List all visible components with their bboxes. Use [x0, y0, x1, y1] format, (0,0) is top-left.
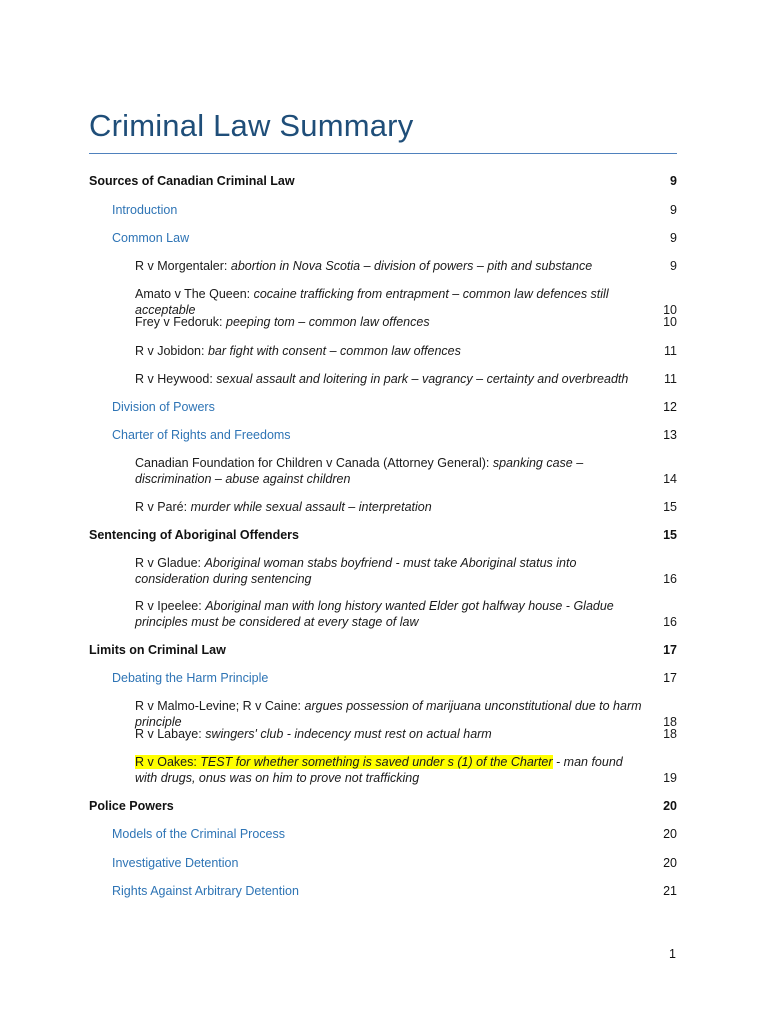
- case-name: R v Jobidon:: [135, 344, 208, 358]
- case-name: Amato v The Queen:: [135, 287, 254, 301]
- toc-entry-text: Introduction: [112, 203, 178, 217]
- toc-subsection-harm-principle[interactable]: [112, 670, 677, 686]
- toc-page-number: 15: [663, 528, 677, 542]
- case-description: bar fight with consent – common law offences: [207, 344, 461, 358]
- toc-entry-text: Investigative Detention: [112, 856, 239, 870]
- toc-page-number: 10: [663, 303, 677, 317]
- case-description: argues possession of marijuana unconstitutional due to harm principle: [135, 699, 642, 729]
- toc-case-pare[interactable]: [135, 499, 677, 515]
- toc-subsection-models[interactable]: [112, 826, 677, 842]
- toc-page-number: 9: [670, 231, 677, 245]
- case-name: R v Gladue:: [135, 556, 205, 570]
- toc-section-sources[interactable]: [89, 173, 677, 189]
- toc-entry-text: Sources of Canadian Criminal Law: [89, 174, 295, 188]
- toc-page-number: 18: [663, 715, 677, 729]
- case-description: Aboriginal woman stabs boyfriend - must take Aboriginal status into consideration during sentencing: [135, 556, 577, 586]
- toc-subsection-investigative-detention[interactable]: [112, 855, 677, 871]
- toc-page-number: 14: [663, 472, 677, 486]
- toc-case-labaye[interactable]: [135, 726, 677, 742]
- toc-page-number: 11: [664, 372, 677, 386]
- toc-subsection-common-law[interactable]: [112, 230, 677, 246]
- toc-page-number: 9: [670, 259, 677, 273]
- toc-subsection-charter[interactable]: [112, 427, 677, 443]
- case-description: peeping tom – common law offences: [226, 315, 430, 329]
- page-number: 1: [669, 947, 676, 961]
- case-description: abortion in Nova Scotia – division of powers – pith and substance: [230, 259, 593, 273]
- case-description-highlighted: TEST for whether something is saved under s (1) of the Charter: [200, 755, 553, 769]
- toc-entry-text: Models of the Criminal Process: [112, 827, 285, 841]
- toc-case-canadian-foundation[interactable]: [135, 455, 677, 487]
- toc-entry-text: Rights Against Arbitrary Detention: [112, 884, 299, 898]
- case-description: swingers' club - indecency must rest on actual harm: [205, 727, 492, 741]
- toc-case-heywood[interactable]: [135, 371, 677, 387]
- toc-page-number: 20: [663, 827, 677, 841]
- toc-subsection-division-of-powers[interactable]: [112, 399, 677, 415]
- toc-subsection-introduction[interactable]: [112, 202, 677, 218]
- toc-page-number: 20: [663, 856, 677, 870]
- toc-case-jobidon[interactable]: [135, 343, 677, 359]
- toc-page-number: 17: [663, 643, 677, 657]
- toc-page-number: 17: [663, 671, 677, 685]
- toc-page-number: 20: [663, 799, 677, 813]
- toc-entry-text: Debating the Harm Principle: [112, 671, 269, 685]
- case-name-highlighted: R v Oakes:: [135, 755, 201, 769]
- case-description: murder while sexual assault – interpretation: [190, 500, 432, 514]
- case-description: cocaine trafficking from entrapment – common law defences still acceptable: [135, 287, 609, 317]
- toc-entry-text: Police Powers: [89, 799, 174, 813]
- toc-page-number: 21: [663, 884, 677, 898]
- toc-case-gladue[interactable]: [135, 555, 677, 587]
- toc-section-limits[interactable]: [89, 642, 677, 658]
- toc-entry-text: Limits on Criminal Law: [89, 643, 226, 657]
- toc-page-number: 16: [663, 615, 677, 629]
- case-name: Canadian Foundation for Children v Canada (Attorney General):: [135, 456, 493, 470]
- toc-entry-text: Common Law: [112, 231, 190, 245]
- case-description: Aboriginal man with long history wanted Elder got halfway house - Gladue principles must be considered at every stage of law: [135, 599, 614, 629]
- toc-case-morgentaler[interactable]: [135, 258, 677, 274]
- toc-page-number: 9: [670, 203, 677, 217]
- case-name: R v Paré:: [135, 500, 191, 514]
- case-name: R v Malmo-Levine; R v Caine:: [135, 699, 305, 713]
- case-name: R v Labaye:: [135, 727, 206, 741]
- case-description: sexual assault and loitering in park – vagrancy – certainty and overbreadth: [216, 372, 629, 386]
- toc-page-number: 11: [664, 344, 677, 358]
- toc-entry-text: Sentencing of Aboriginal Offenders: [89, 528, 299, 542]
- case-description: spanking case – discrimination – abuse against children: [135, 456, 584, 486]
- toc-page-number: 15: [663, 500, 677, 514]
- toc-entry-text: Division of Powers: [112, 400, 215, 414]
- document-title: Criminal Law Summary: [89, 108, 414, 143]
- toc-page-number: 10: [663, 315, 677, 329]
- case-name: R v Ipeelee:: [135, 599, 206, 613]
- toc-page-number: 19: [663, 771, 677, 785]
- toc-page-number: 13: [663, 428, 677, 442]
- toc-page-number: 9: [670, 174, 677, 188]
- toc-page-number: 12: [663, 400, 677, 414]
- title-underline: [89, 153, 677, 154]
- case-name: Frey v Fedoruk:: [135, 315, 226, 329]
- case-description: - man found with drugs, onus was on him to prove not trafficking: [135, 755, 623, 785]
- toc-page-number: 16: [663, 572, 677, 586]
- toc-subsection-arbitrary-detention[interactable]: [112, 883, 677, 899]
- toc-case-frey[interactable]: [135, 314, 677, 330]
- toc-section-aboriginal-sentencing[interactable]: [89, 527, 677, 543]
- toc-section-police-powers[interactable]: [89, 798, 677, 814]
- toc-entry-text: Charter of Rights and Freedoms: [112, 428, 291, 442]
- case-name: R v Morgentaler:: [135, 259, 231, 273]
- toc-case-oakes[interactable]: [135, 754, 677, 786]
- toc-page-number: 18: [663, 727, 677, 741]
- case-name: R v Heywood:: [135, 372, 217, 386]
- toc-case-ipeelee[interactable]: [135, 598, 677, 630]
